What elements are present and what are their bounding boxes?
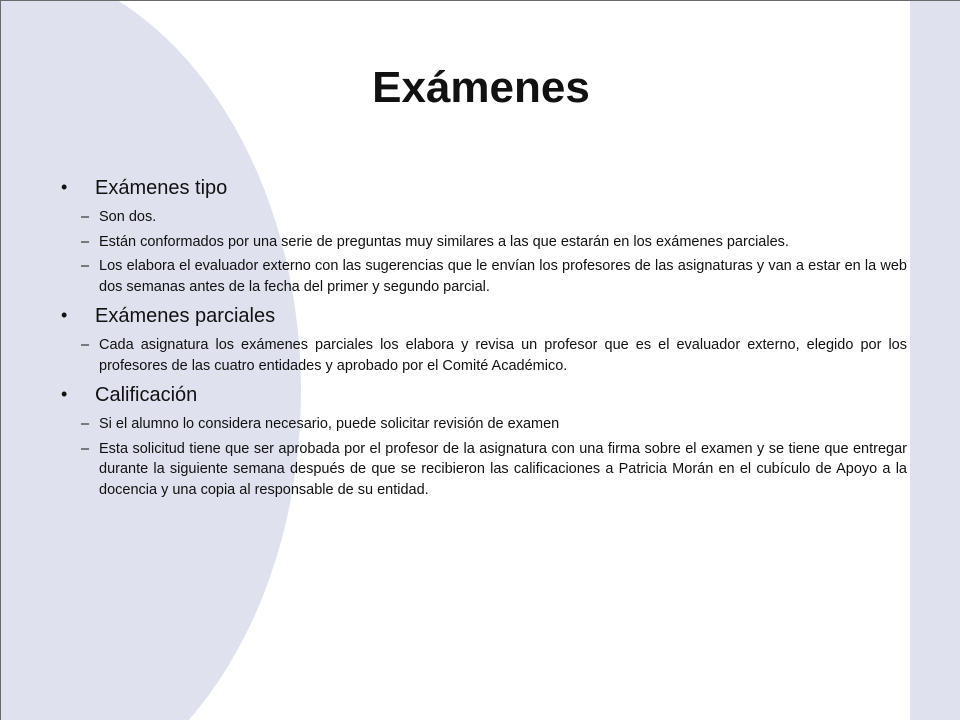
sub-item — [59, 439, 907, 501]
section-heading: Calificación — [95, 384, 198, 406]
section-calificacion — [59, 380, 907, 410]
sub-list — [59, 335, 907, 376]
sub-item — [59, 232, 907, 253]
bullet-icon: • — [61, 305, 68, 325]
sub-item-text: Son dos. — [99, 209, 157, 225]
sub-item — [59, 414, 907, 435]
sub-item-text: Están conformados por una serie de preguntas muy similares a las que estarán en los exámenes parciales. — [99, 233, 789, 250]
slide-title: Exámenes — [372, 63, 590, 112]
sub-item — [59, 207, 907, 228]
sub-list — [59, 414, 907, 500]
bullet-icon: • — [61, 177, 68, 197]
section-heading: Exámenes tipo — [95, 177, 228, 199]
dash-icon: – — [81, 258, 90, 274]
dash-icon: – — [81, 416, 90, 432]
section-examenes-parciales — [59, 301, 907, 331]
sub-item-text: Si el alumno lo considera necesario, puede solicitar revisión de examen — [99, 416, 560, 432]
sub-list — [59, 207, 907, 297]
dash-icon: – — [81, 440, 90, 457]
bullet-list — [59, 173, 907, 504]
bullet-icon: • — [61, 384, 68, 404]
sub-item-text: Cada asignatura los exámenes parciales los elabora y revisa un profesor que es el evaluador externo, elegido por los profesores de las cuatro entidades y aprobado por el Comité Académico. — [99, 337, 907, 374]
section-examenes-tipo — [59, 173, 907, 203]
sub-item — [59, 256, 907, 297]
sub-item — [59, 335, 907, 376]
dash-icon: – — [81, 209, 90, 225]
dash-icon: – — [81, 233, 90, 250]
section-heading: Exámenes parciales — [95, 305, 276, 327]
dash-icon: – — [81, 337, 90, 353]
sub-item-text: Los elabora el evaluador externo con las sugerencias que le envían los profesores de las asignaturas y van a estar en la web dos semanas antes de la fecha del primer y segundo parcial. — [99, 258, 907, 295]
sub-item-text: Esta solicitud tiene que ser aprobada por el profesor de la asignatura con una firma sobre el examen y se tiene que entregar durante la siguiente semana después de que se recibieron las calificaciones a Patricia Morán en el cubículo de Apoyo a la docencia y una copia al responsable de su entidad. — [99, 440, 907, 498]
